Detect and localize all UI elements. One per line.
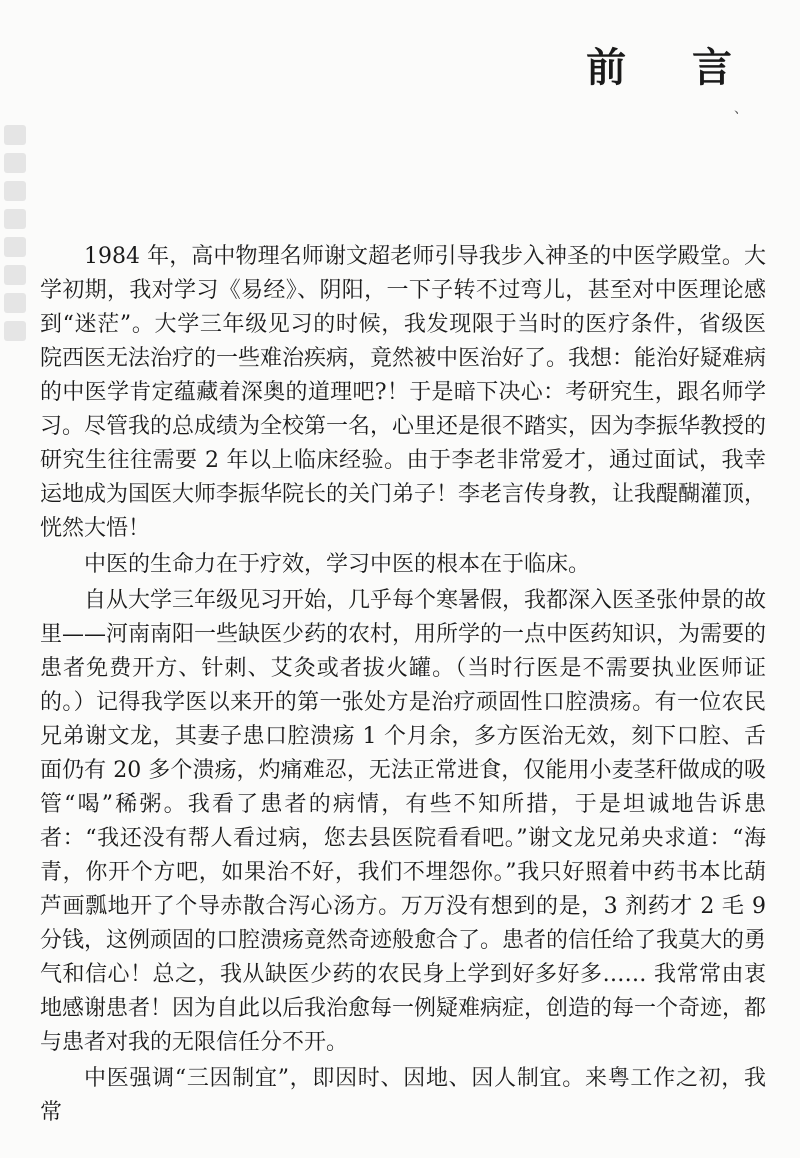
bleed-through-strip: [4, 125, 30, 365]
bleed-mark: [4, 321, 26, 341]
page-title: 前 言: [586, 44, 758, 91]
body-text: [40, 240, 766, 1132]
bleed-mark: [4, 125, 26, 145]
paragraph-4: 中医强调“三因制宜”，即因时、因地、因人制宜。来粤工作之初，我常: [40, 1066, 766, 1125]
paragraph-3: 自从大学三年级见习开始，几乎每个寒暑假，我都深入医圣张仲景的故里——河南南阳一些缺医少药的农村，用所学的一点中医药知识，为需要的患者免费开方、针刺、艾灸或者拔火罐。（当时行医是不需要执业医师证的。）记得我学医以来开的第一张处方是治疗顽固性口腔溃疡。有一位农民兄弟谢文龙，其妻子患口腔溃疡 1 个月余，多方医治无效，刻下口腔、舌面仍有 20 多个溃疡，灼痛难忍，无法正常进食，仅能用小麦茎秆做成的吸管“喝”稀粥。我看了患者的病情，有些不知所措，于是坦诚地告诉患者：“我还没有帮人看过病，您去县医院看看吧。”谢文龙兄弟央求道：“海青，你开个方吧，如果治不好，我们不埋怨你。”我只好照着中药书本比葫芦画瓢地开了个导赤散合泻心汤方。万万没有想到的是，3 剂药才 2 毛 9 分钱，这例顽固的口腔溃疡竟然奇迹般愈合了。患者的信任给了我莫大的勇气和信心！总之，我从缺医少药的农民身上学到好多好多…… 我常常由衷地感谢患者！因为自此以后我治愈每一例疑难病症，创造的每一个奇迹，都与患者对我的无限信任分不开。: [40, 588, 767, 1055]
bleed-mark: [4, 237, 26, 257]
paragraph-2: 中医的生命力在于疗效，学习中医的根本在于临床。: [84, 552, 591, 577]
paragraph-1: 1984 年，高中物理名师谢文超老师引导我步入神圣的中医学殿堂。大学初期，我对学习《易经》、阴阳，一下子转不过弯儿，甚至对中医理论感到“迷茫”。大学三年级见习的时候，我发现限于当时的医疗条件，省级医院西医无法治疗的一些难治疾病，竟然被中医治好了。我想：能治好疑难病的中医学肯定蕴藏着深奥的道理吧?！于是暗下决心：考研究生，跟名师学习。尽管我的总成绩为全校第一名，心里还是很不踏实，因为李振华教授的研究生往往需要 2 年以上临床经验。由于李老非常爱才，通过面试，我幸运地成为国医大师李振华院长的关门弟子！李老言传身教，让我醍醐灌顶，恍然大悟！: [40, 244, 767, 541]
title-mark: 、: [734, 101, 748, 117]
bleed-mark: [4, 153, 26, 173]
bleed-mark: [4, 181, 26, 201]
bleed-mark: [4, 293, 26, 313]
bleed-mark: [4, 209, 26, 229]
bleed-mark: [4, 265, 26, 285]
